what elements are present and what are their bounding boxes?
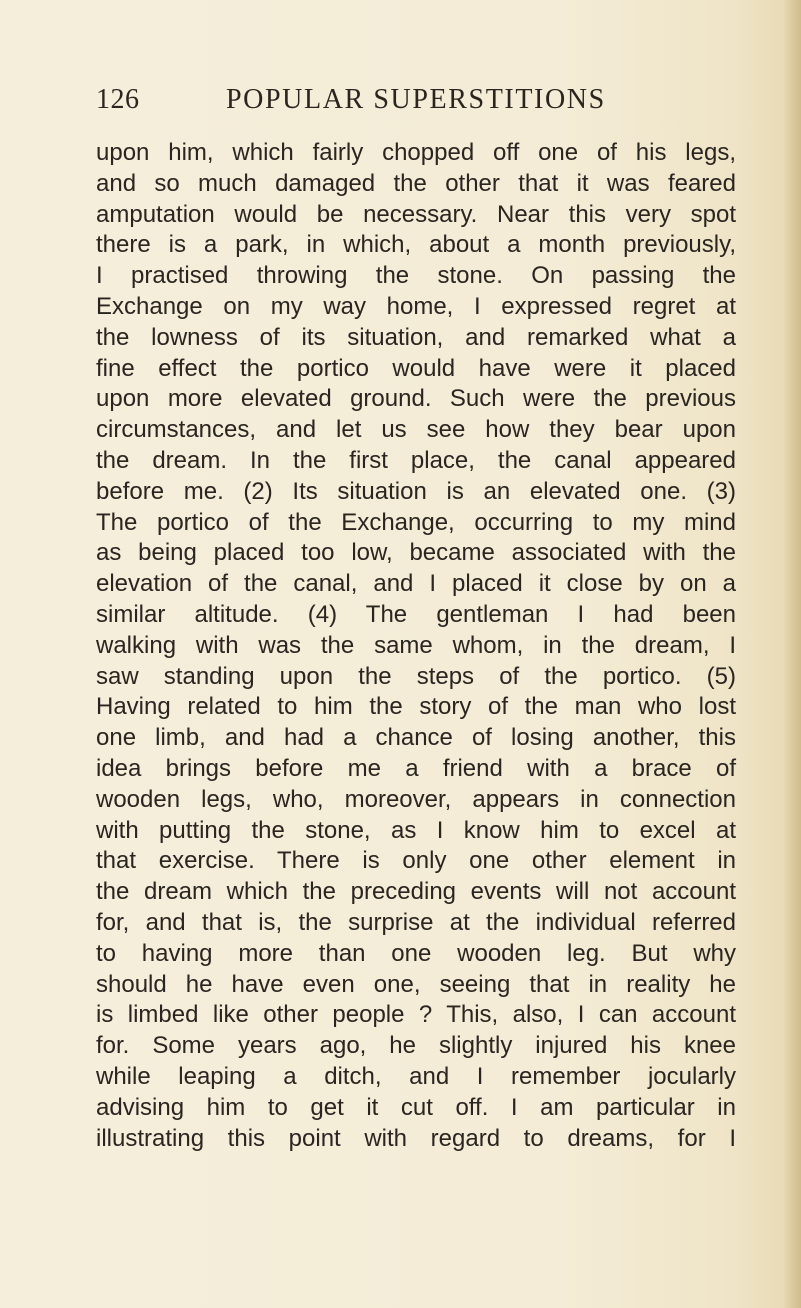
text-line: should he have even one, seeing that in reality he — [96, 970, 736, 998]
text-line: for. Some years ago, he slightly injured his knee — [96, 1032, 736, 1060]
text-line: to having more than one wooden leg. But why — [96, 939, 736, 967]
text-line: the dream which the preceding events will not account — [96, 878, 736, 906]
text-line: circumstances, and let us see how they bear upon — [96, 416, 736, 444]
text-line: before me. (2) Its situation is an elevated one. (3) — [96, 477, 736, 505]
text-line: saw standing upon the steps of the portico. (5) — [96, 662, 736, 690]
text-line: as being placed too low, became associated with the — [96, 539, 736, 567]
text-line: while leaping a ditch, and I remember jocularly — [96, 1062, 736, 1090]
text-line: upon more elevated ground. Such were the previous — [96, 385, 736, 413]
text-line: that exercise. There is only one other element in — [96, 847, 736, 875]
page-number: 126 — [96, 84, 140, 115]
text-line: the dream. In the first place, the canal appeared — [96, 446, 736, 474]
text-line: is limbed like other people ? This, also, I can account — [96, 1001, 736, 1029]
text-line: and so much damaged the other that it was feared — [96, 169, 736, 197]
page-header — [96, 84, 696, 124]
text-line: fine effect the portico would have were it placed — [96, 354, 736, 382]
text-line: there is a park, in which, about a month previously, — [96, 231, 736, 259]
text-line: Having related to him the story of the man who lost — [96, 693, 736, 721]
running-head: POPULAR SUPERSTITIONS — [226, 84, 606, 115]
body-text — [96, 138, 736, 1154]
text-line: advising him to get it cut off. I am particular in — [96, 1093, 736, 1121]
text-line: Exchange on my way home, I expressed regret at — [96, 292, 736, 320]
text-line: idea brings before me a friend with a brace of — [96, 754, 736, 782]
text-line: elevation of the canal, and I placed it close by on a — [96, 570, 736, 598]
text-line: illustrating this point with regard to dreams, for I — [96, 1124, 736, 1152]
text-line: I practised throwing the stone. On passing the — [96, 262, 736, 290]
text-line: wooden legs, who, moreover, appears in connection — [96, 785, 736, 813]
text-line: walking with was the same whom, in the dream, I — [96, 631, 736, 659]
text-line: amputation would be necessary. Near this very spot — [96, 200, 736, 228]
page-edge-shadow — [783, 0, 801, 1308]
text-line: one limb, and had a chance of losing another, this — [96, 724, 736, 752]
text-line: upon him, which fairly chopped off one of his legs, — [96, 139, 736, 166]
text-line: the lowness of its situation, and remarked what a — [96, 323, 736, 351]
text-line: The portico of the Exchange, occurring to my mind — [96, 508, 736, 536]
text-line: for, and that is, the surprise at the individual referred — [96, 908, 736, 936]
text-line: similar altitude. (4) The gentleman I had been — [96, 600, 736, 628]
text-line: with putting the stone, as I know him to excel at — [96, 816, 736, 844]
